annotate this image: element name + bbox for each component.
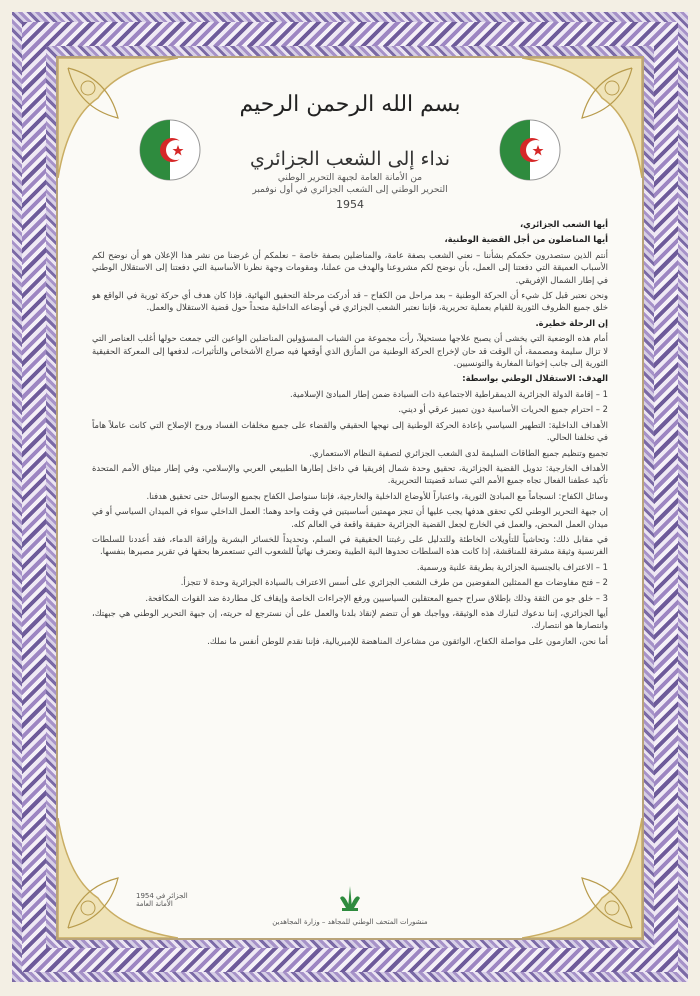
body-paragraph: أيها الجزائري، إننا ندعوك لتبارك هذه الوثيقة، وواجبك هو أن تنضم لإنقاذ بلدنا والعمل على أن نسترجع له حريته، إن جبهة التحرير الوطني هي جبهتك، وانتصارها هو انتصارك. — [92, 607, 608, 631]
body-paragraph: تجميع وتنظيم جميع الطاقات السليمة لدى الشعب الجزائري لتصفية النظام الاستعماري. — [309, 447, 608, 458]
proclamation-body — [92, 218, 608, 878]
signature-place: الأمانة العامة — [136, 900, 173, 908]
document-year: 1954 — [336, 198, 364, 211]
body-paragraph: أيها الشعب الجزائري، — [520, 219, 608, 229]
signature-block — [136, 892, 188, 908]
subtitle-line: التحرير الوطني إلى الشعب الجزائري في أول نوفمبر — [252, 185, 448, 195]
body-paragraph: أما نحن، العازمون على مواصلة الكفاح، الواثقون من مشاعرك المناهضة للإمبريالية، فإننا نقدم للوطن أنفس ما نملك. — [207, 635, 608, 646]
subtitle-line: من الأمانة العامة لجبهة التحرير الوطني — [277, 173, 423, 183]
body-paragraph: في مقابل ذلك: وتحاشياً للتأويلات الخاطئة وللتدليل على رغبتنا الحقيقية في السلم، وتحديداً للخسائر البشرية وإراقة الدماء، فقد أعددنا للسلطات الفرنسية وثيقة مشرفة للمناقشة، إذا كانت هذه السلطات تحدوها النية الطيبة وتعترف نهائياً للشعوب التي تستعمرها بحقها في تقرير مصيرها بنفسها. — [92, 533, 608, 557]
body-paragraph: وسائل الكفاح: انسجاماً مع المبادئ الثورية، واعتباراً للأوضاع الداخلية والخارجية، فإننا سنواصل الكفاح بجميع الوسائل حتى تحقيق هدفنا. — [146, 490, 608, 501]
martyrs-memorial-emblem — [334, 884, 366, 916]
document-title: نداء إلى الشعب الجزائري — [249, 148, 451, 170]
body-paragraph: أيها المناضلون من أجل القضية الوطنية، — [444, 234, 608, 245]
body-paragraph: الهدف: الاستقلال الوطني بواسطة: — [462, 373, 608, 384]
body-paragraph: الأهداف الداخلية: التطهير السياسي بإعادة الحركة الوطنية إلى نهجها الحقيقي والقضاء على جميع مخلفات الفساد وروح الإصلاح التي كانت عاملاً هاماً في تخلفنا الحالي. — [92, 419, 608, 443]
body-paragraph: أمام هذه الوضعية التي يخشى أن يصبح علاجها مستحيلاً، رأت مجموعة من الشباب المسؤولين المناضلين الواعين التي جمعت حولها أغلب العناصر التي لا تزال سليمة ومصممة، أن الوقت قد حان لإخراج الحركة الوطنية من المأزق الذي أوقعها فيه صراع الأشخاص والتأثيرات، لدفعها إلى المعركة الحقيقية الثورية إلى جانب إخواننا المغاربة والتونسيين. — [92, 333, 608, 369]
body-paragraph: أنتم الذين ستصدرون حكمكم بشأننا – نعني الشعب بصفة عامة، والمناضلين بصفة خاصة – نعلمكم أن غرضنا من نشر هذا الإعلان هو أن نوضح لكم الأسباب العميقة التي دفعتنا إلى العمل، بأن نوضح لكم مشروعنا والهدف من عملنا، ومقومات وجهة نظرنا الأساسية التي دفعتنا إلى الاستقلال الوطني في إطار الشمال الإفريقي. — [92, 249, 608, 285]
body-paragraph: إن الرحلة خطيرة. — [535, 317, 608, 328]
document-subtitle — [0, 172, 700, 196]
publisher-footer: منشورات المتحف الوطني للمجاهد – وزارة المجاهدين — [272, 918, 428, 926]
body-paragraph: 2 – احترام جميع الحريات الأساسية دون تمييز عرقي أو ديني. — [398, 404, 608, 415]
body-paragraph: الأهداف الخارجية: تدويل القضية الجزائرية، تحقيق وحدة شمال إفريقيا في داخل إطارها الطبيعي العربي والإسلامي، وفي إطار ميثاق الأمم المتحدة تأكيد عطفنا الفعال تجاه جميع الأمم التي تساند قضيتنا التحريرية. — [92, 462, 608, 486]
signature-date: الجزائر في 1954 — [136, 892, 188, 900]
body-paragraph: 1 – إقامة الدولة الجزائرية الديمقراطية الاجتماعية ذات السيادة ضمن إطار المبادئ الإسلامية. — [289, 388, 608, 399]
body-paragraph: 1 – الاعتراف بالجنسية الجزائرية بطريقة علنية ورسمية. — [416, 561, 608, 572]
body-paragraph: 3 – خلق جو من الثقة وذلك بإطلاق سراح جميع المعتقلين السياسيين ورفع الإجراءات الخاصة وإيقاف كل مطاردة ضد القوات المكافحة. — [145, 592, 608, 603]
body-paragraph: ونحن نعتبر قبل كل شيء أن الحركة الوطنية – بعد مراحل من الكفاح – قد أدركت مرحلة التحقيق النهائية. فإذا كان هدف أي حركة ثورية في الواقع هو خلق جميع الظروف الثورية للقيام بعملية تحريرية، فإننا نعتبر الشعب الجزائري في أوضاعه الداخلية متحداً حول قضية الاستقلال والعمل. — [92, 290, 608, 313]
body-paragraph: 2 – فتح مفاوضات مع الممثلين المفوضين من طرف الشعب الجزائري على أسس الاعتراف بالسيادة الجزائرية وحدة لا تتجزأ. — [180, 577, 608, 588]
body-paragraph: إن جبهة التحرير الوطني لكي تحقق هدفها يجب عليها أن تنجز مهمتين أساسيتين في وقت واحد وهما: العمل الداخلي سواء في الميدان السياسي أو في ميدان العمل المحض، والعمل في الخارج لجعل القضية الجزائرية حقيقة واقعة في العالم كله. — [92, 506, 608, 529]
bismillah-heading: بسم الله الرحمن الرحيم — [239, 92, 461, 117]
